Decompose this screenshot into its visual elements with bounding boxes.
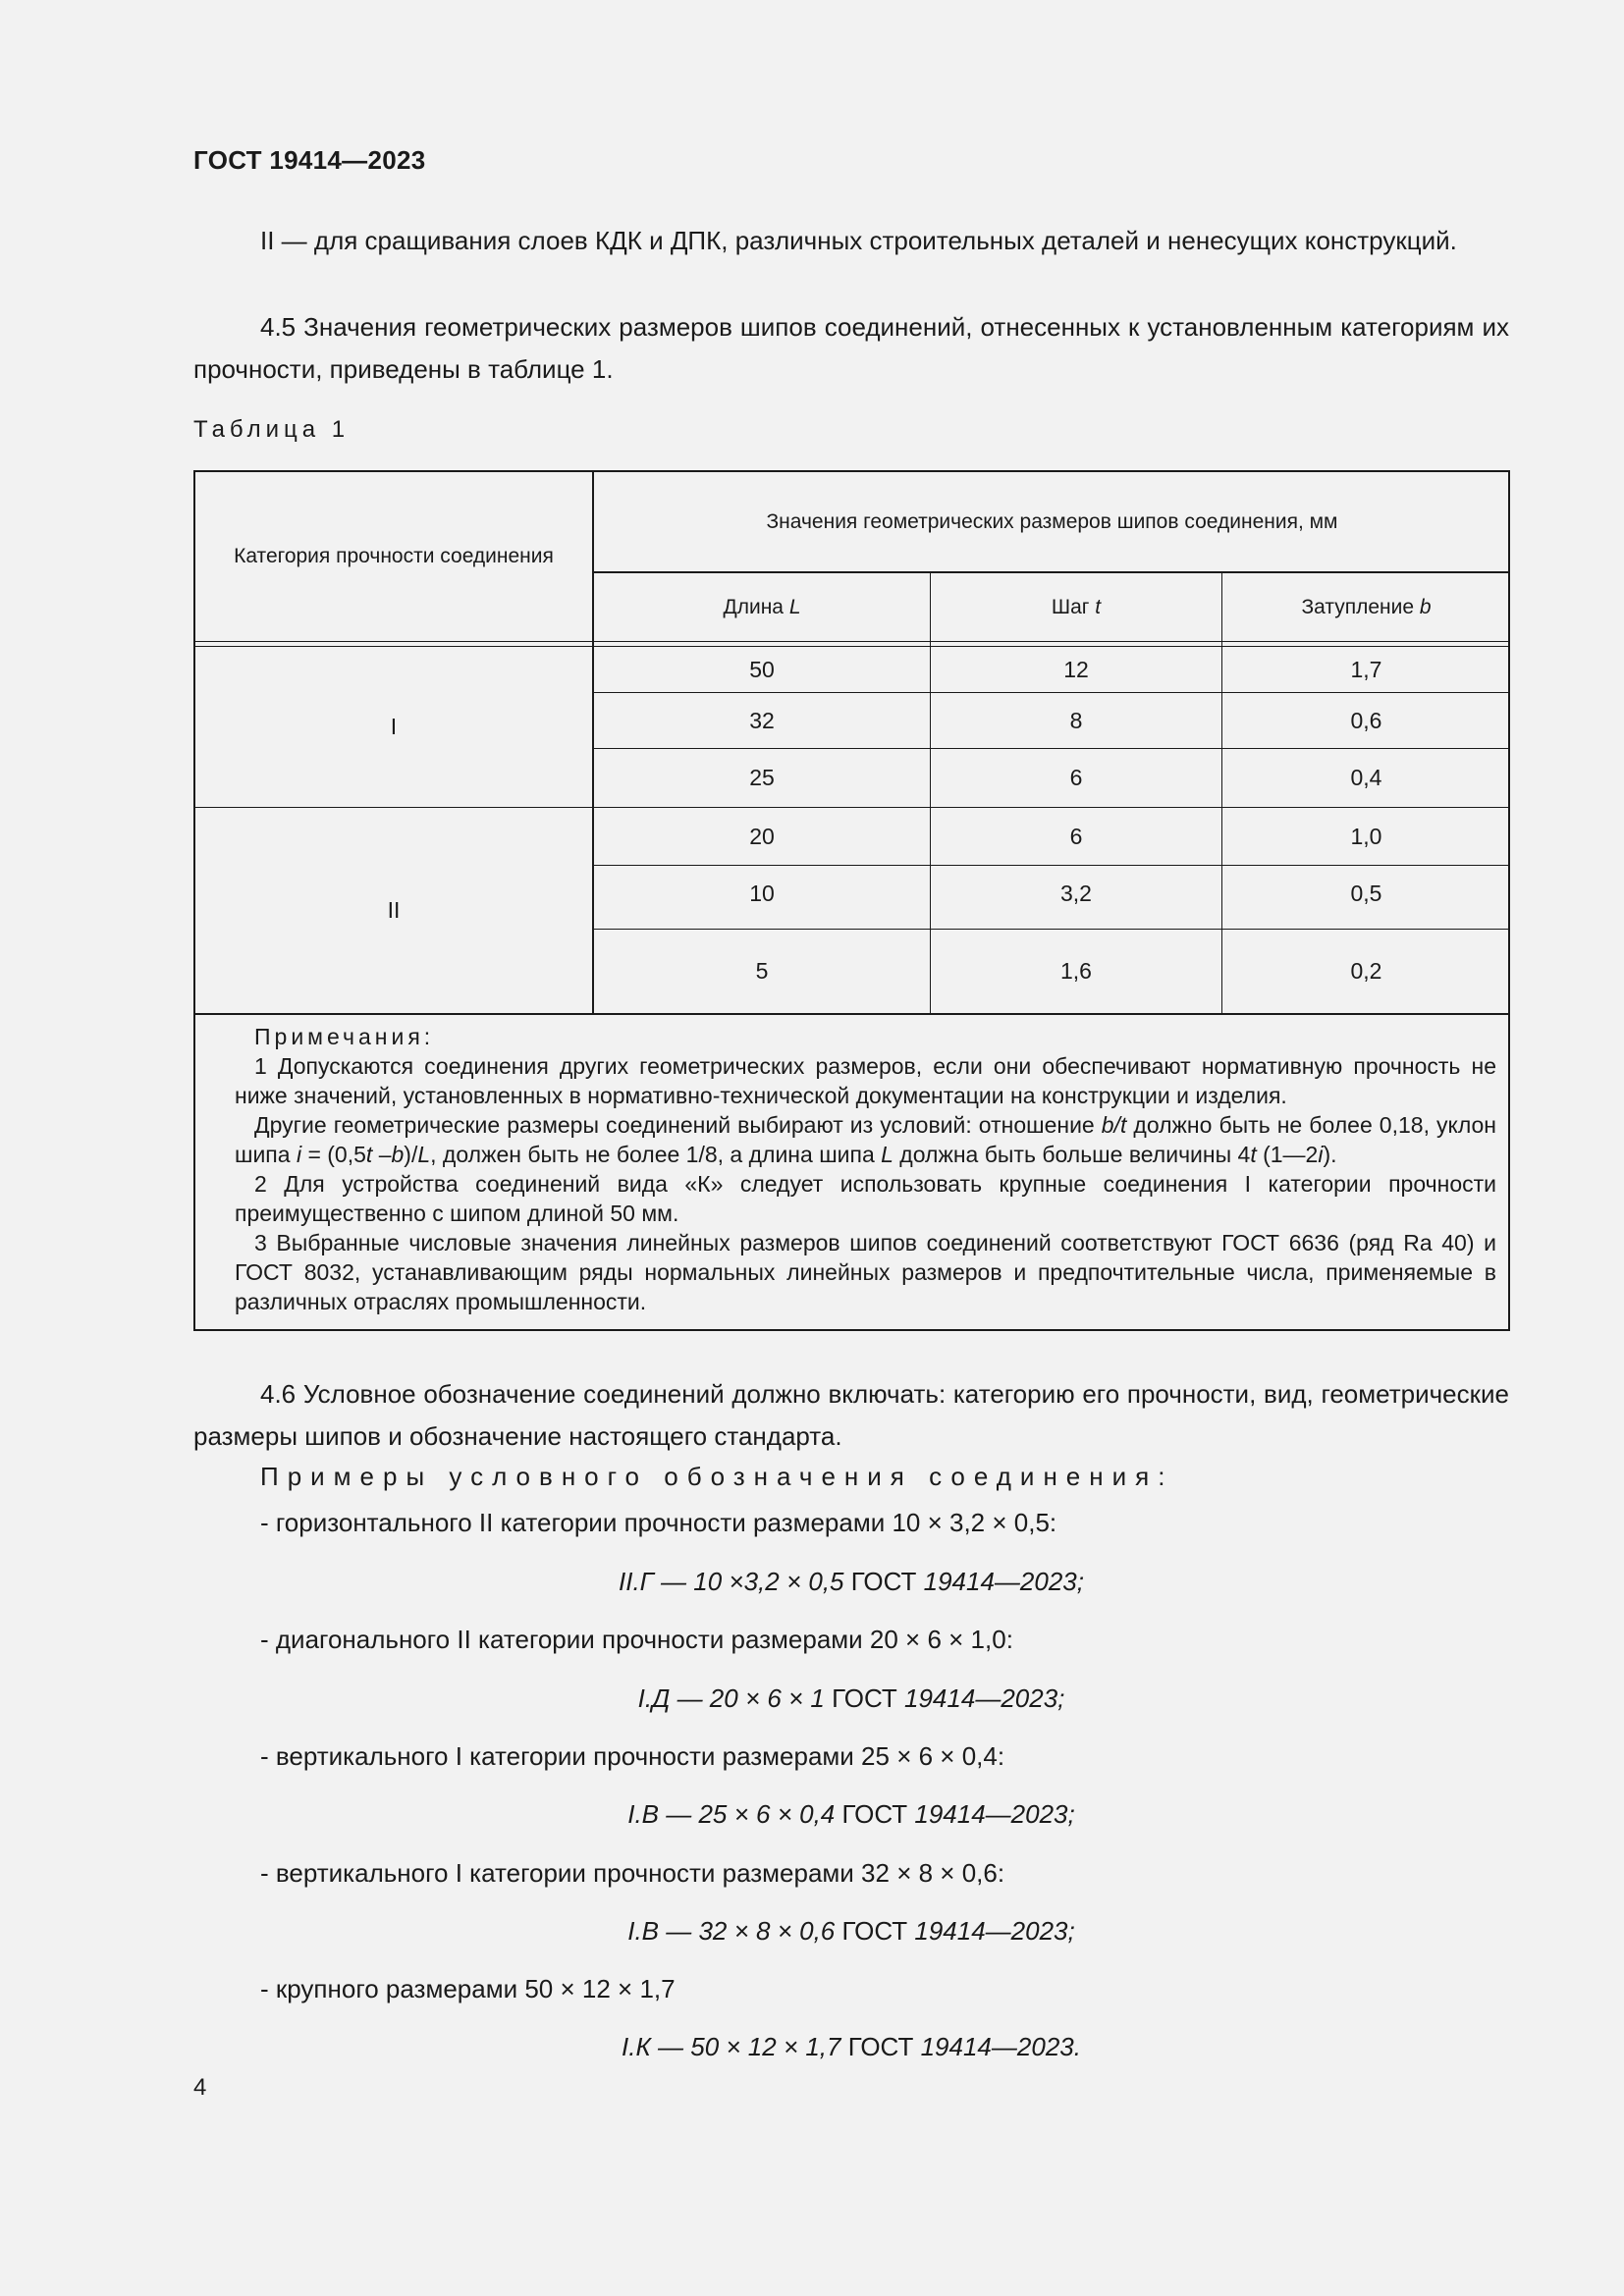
example-item: - горизонтального II категории прочности размерами 10 × 3,2 × 0,5: [260, 1508, 1057, 1537]
header-length: Длина L [723, 595, 801, 618]
cell-length: 10 [749, 880, 775, 906]
paragraph-4-5: 4.5 Значения геометрических размеров шипов соединений, отнесенных к установленным категориям их прочности, приведены в таблице 1. [193, 312, 1509, 384]
table-notes [235, 1022, 1496, 1316]
cell-step: 12 [1063, 656, 1089, 682]
category-cell: I [390, 714, 398, 739]
cell-blunt: 0,4 [1350, 765, 1382, 790]
example-item: - вертикального I категории прочности размерами 32 × 8 × 0,6: [260, 1858, 1005, 1888]
example-item: - диагонального II категории прочности размерами 20 × 6 × 1,0: [260, 1625, 1013, 1654]
example-formula: I.В — 32 × 8 × 0,6 ГОСТ 19414—2023; [627, 1916, 1075, 1946]
category-cell: II [387, 897, 401, 923]
cell-step: 6 [1069, 823, 1083, 849]
table-hline [195, 641, 1510, 642]
cell-blunt: 0,2 [1350, 958, 1382, 984]
page-number: 4 [193, 2074, 207, 2101]
cell-length: 25 [749, 765, 775, 790]
example-formula: I.К — 50 × 12 × 1,7 ГОСТ 19414—2023. [622, 2032, 1081, 2061]
cell-length: 5 [755, 958, 769, 984]
example-formula: I.В — 25 × 6 × 0,4 ГОСТ 19414—2023; [627, 1799, 1075, 1829]
cell-step: 1,6 [1060, 958, 1092, 984]
cell-length: 20 [749, 823, 775, 849]
paragraph-4-6: 4.6 Условное обозначение соединений должно включать: категорию его прочности, вид, геометрические размеры шипов и обозначение настоящего стандарта. [193, 1379, 1509, 1451]
example-formula: I.Д — 20 × 6 × 1 ГОСТ 19414—2023; [637, 1683, 1065, 1713]
cell-step: 8 [1069, 707, 1083, 733]
example-item: - вертикального I категории прочности размерами 25 × 6 × 0,4: [260, 1741, 1005, 1771]
cell-blunt: 0,5 [1350, 880, 1382, 906]
note-1-conditions: Другие геометрические размеры соединений выбирают из условий: отношение b/t должно быть не более 0,18, уклон шипа i = (0,5t –b)/L, должен быть не более 1/8, а длина шипа L должна быть больше величины 4t (1—2i). [235, 1112, 1496, 1167]
cell-step: 3,2 [1060, 880, 1092, 906]
cell-blunt: 0,6 [1350, 707, 1382, 733]
example-formula: II.Г — 10 ×3,2 × 0,5 ГОСТ 19414—2023; [619, 1567, 1084, 1596]
table-hline [195, 1013, 1510, 1015]
example-item: - крупного размерами 50 × 12 × 1,7 [260, 1974, 676, 2003]
note-2: 2 Для устройства соединений вида «К» следует использовать крупные соединения I категории прочности преимущественно с шипом длиной 50 мм. [235, 1171, 1496, 1226]
cell-step: 6 [1069, 765, 1083, 790]
header-category: Категория прочности соединения [234, 545, 554, 567]
cell-length: 50 [749, 656, 775, 682]
cell-blunt: 1,7 [1350, 656, 1382, 682]
cell-blunt: 1,0 [1350, 823, 1382, 849]
note-1: 1 Допускаются соединения других геометрических размеров, если они обеспечивают нормативную прочность не ниже значений, установленных в нормативно-технической документации на конструкции и изделия. [235, 1053, 1496, 1108]
examples-title: Примеры условного обозначения соединения: [260, 1462, 1174, 1491]
table-caption: Таблица 1 [193, 416, 351, 443]
note-3: 3 Выбранные числовые значения линейных размеров шипов соединений соответствуют ГОСТ 6636 (ряд Ra 40) и ГОСТ 8032, устанавливающим ряды нормальных линейных размеров и предпочтительные числа, применяемые в различных отраслях промышленности. [235, 1230, 1496, 1314]
notes-title: Примечания: [254, 1024, 435, 1049]
header-step: Шаг t [1051, 595, 1102, 618]
paragraph-category-ii: II — для сращивания слоев КДК и ДПК, различных строительных деталей и ненесущих конструкций. [260, 226, 1457, 255]
cell-length: 32 [749, 707, 775, 733]
header-group: Значения геометрических размеров шипов соединения, мм [766, 509, 1338, 533]
document-header: ГОСТ 19414—2023 [193, 145, 426, 175]
header-blunt: Затупление b [1301, 595, 1432, 618]
dimensions-table [193, 470, 1510, 1331]
